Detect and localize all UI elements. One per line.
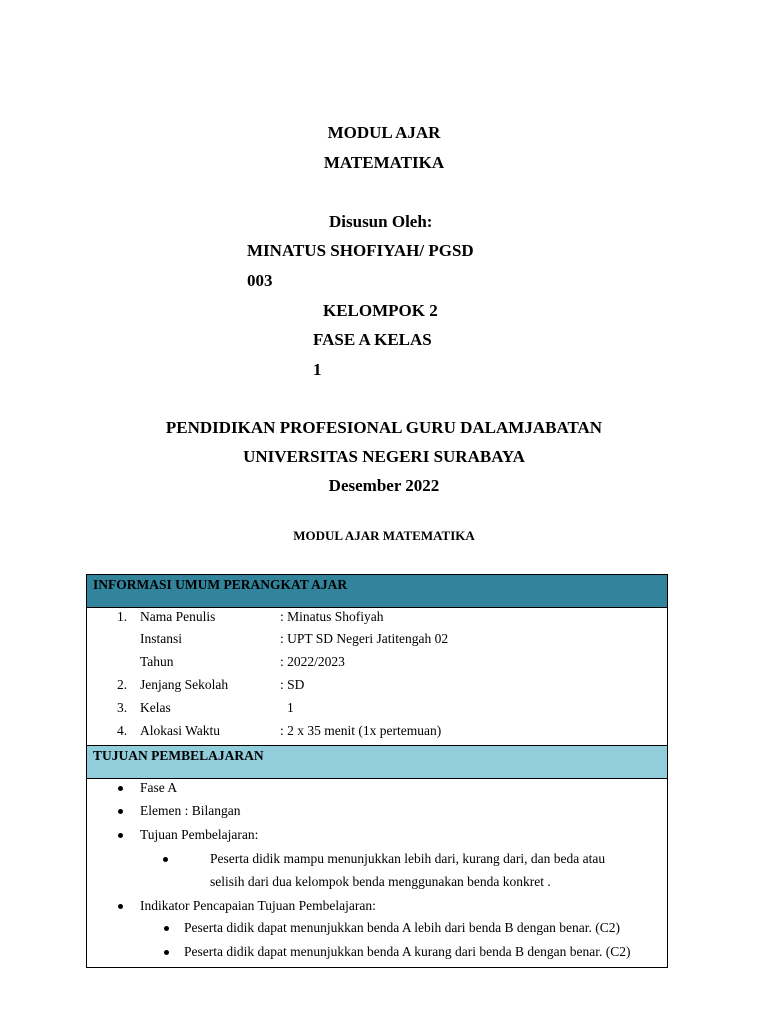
bullet-icon [118, 786, 123, 791]
field-label: Nama Penulis [140, 609, 216, 624]
bullet-icon [118, 904, 123, 909]
goal-text-line1: Peserta didik mampu menunjukkan lebih dari, kurang dari, dan beda atau [210, 851, 606, 866]
field-label: Instansi [140, 631, 182, 646]
author-number: 003 [247, 271, 273, 290]
group-label: KELOMPOK 2 [323, 301, 438, 320]
field-value: : SD [280, 677, 305, 692]
compiled-by-label: Disusun Oleh: [329, 212, 433, 231]
field-label: Jenjang Sekolah [140, 677, 229, 692]
indicator-item: Peserta didik dapat menunjukkan benda A kurang dari benda B dengan benar. (C2) [184, 944, 631, 959]
row-number: 3. [117, 700, 128, 715]
class-number: 1 [313, 360, 322, 379]
bullet-icon [164, 926, 169, 931]
university-name: UNIVERSITAS NEGERI SURABAYA [243, 447, 525, 466]
field-value: : 2 x 35 menit (1x pertemuan) [280, 723, 442, 738]
field-value: : UPT SD Negeri Jatitengah 02 [280, 631, 449, 646]
row-number: 4. [117, 723, 128, 738]
row-number: 2. [117, 677, 128, 692]
author-name: MINATUS SHOFIYAH/ PGSD [247, 241, 474, 260]
field-label: Tahun [140, 654, 174, 669]
row-number: 1. [117, 609, 128, 624]
objective-item: Indikator Pencapaian Tujuan Pembelajaran: [140, 898, 376, 913]
document-date: Desember 2022 [328, 476, 440, 495]
objective-item: Elemen : Bilangan [140, 803, 241, 818]
bullet-icon [163, 857, 168, 862]
field-value: : Minatus Shofiyah [280, 609, 384, 624]
field-value: 1 [287, 700, 294, 715]
doc-title-line2: MATEMATIKA [323, 153, 445, 172]
bullet-icon [118, 809, 123, 814]
objectives-header: TUJUAN PEMBELAJARAN [87, 745, 667, 779]
bullet-icon [164, 950, 169, 955]
bullet-icon [118, 833, 123, 838]
module-info-table [86, 574, 668, 968]
objective-item: Fase A [140, 780, 178, 795]
phase-class: FASE A KELAS [313, 330, 432, 349]
program-name: PENDIDIKAN PROFESIONAL GURU DALAMJABATAN [165, 418, 603, 437]
indicator-item: Peserta didik dapat menunjukkan benda A lebih dari benda B dengan benar. (C2) [184, 920, 621, 935]
field-value: : 2022/2023 [280, 654, 345, 669]
goal-text-line2: selisih dari dua kelompok benda menggunakan benda konkret . [210, 874, 551, 889]
objective-item: Tujuan Pembelajaran: [140, 827, 259, 842]
field-label: Kelas [140, 700, 171, 715]
doc-title-line1: MODUL AJAR [327, 123, 441, 142]
section-title: MODUL AJAR MATEMATIKA [293, 528, 475, 543]
field-label: Alokasi Waktu [140, 723, 221, 738]
general-info-header: INFORMASI UMUM PERANGKAT AJAR [87, 575, 667, 608]
